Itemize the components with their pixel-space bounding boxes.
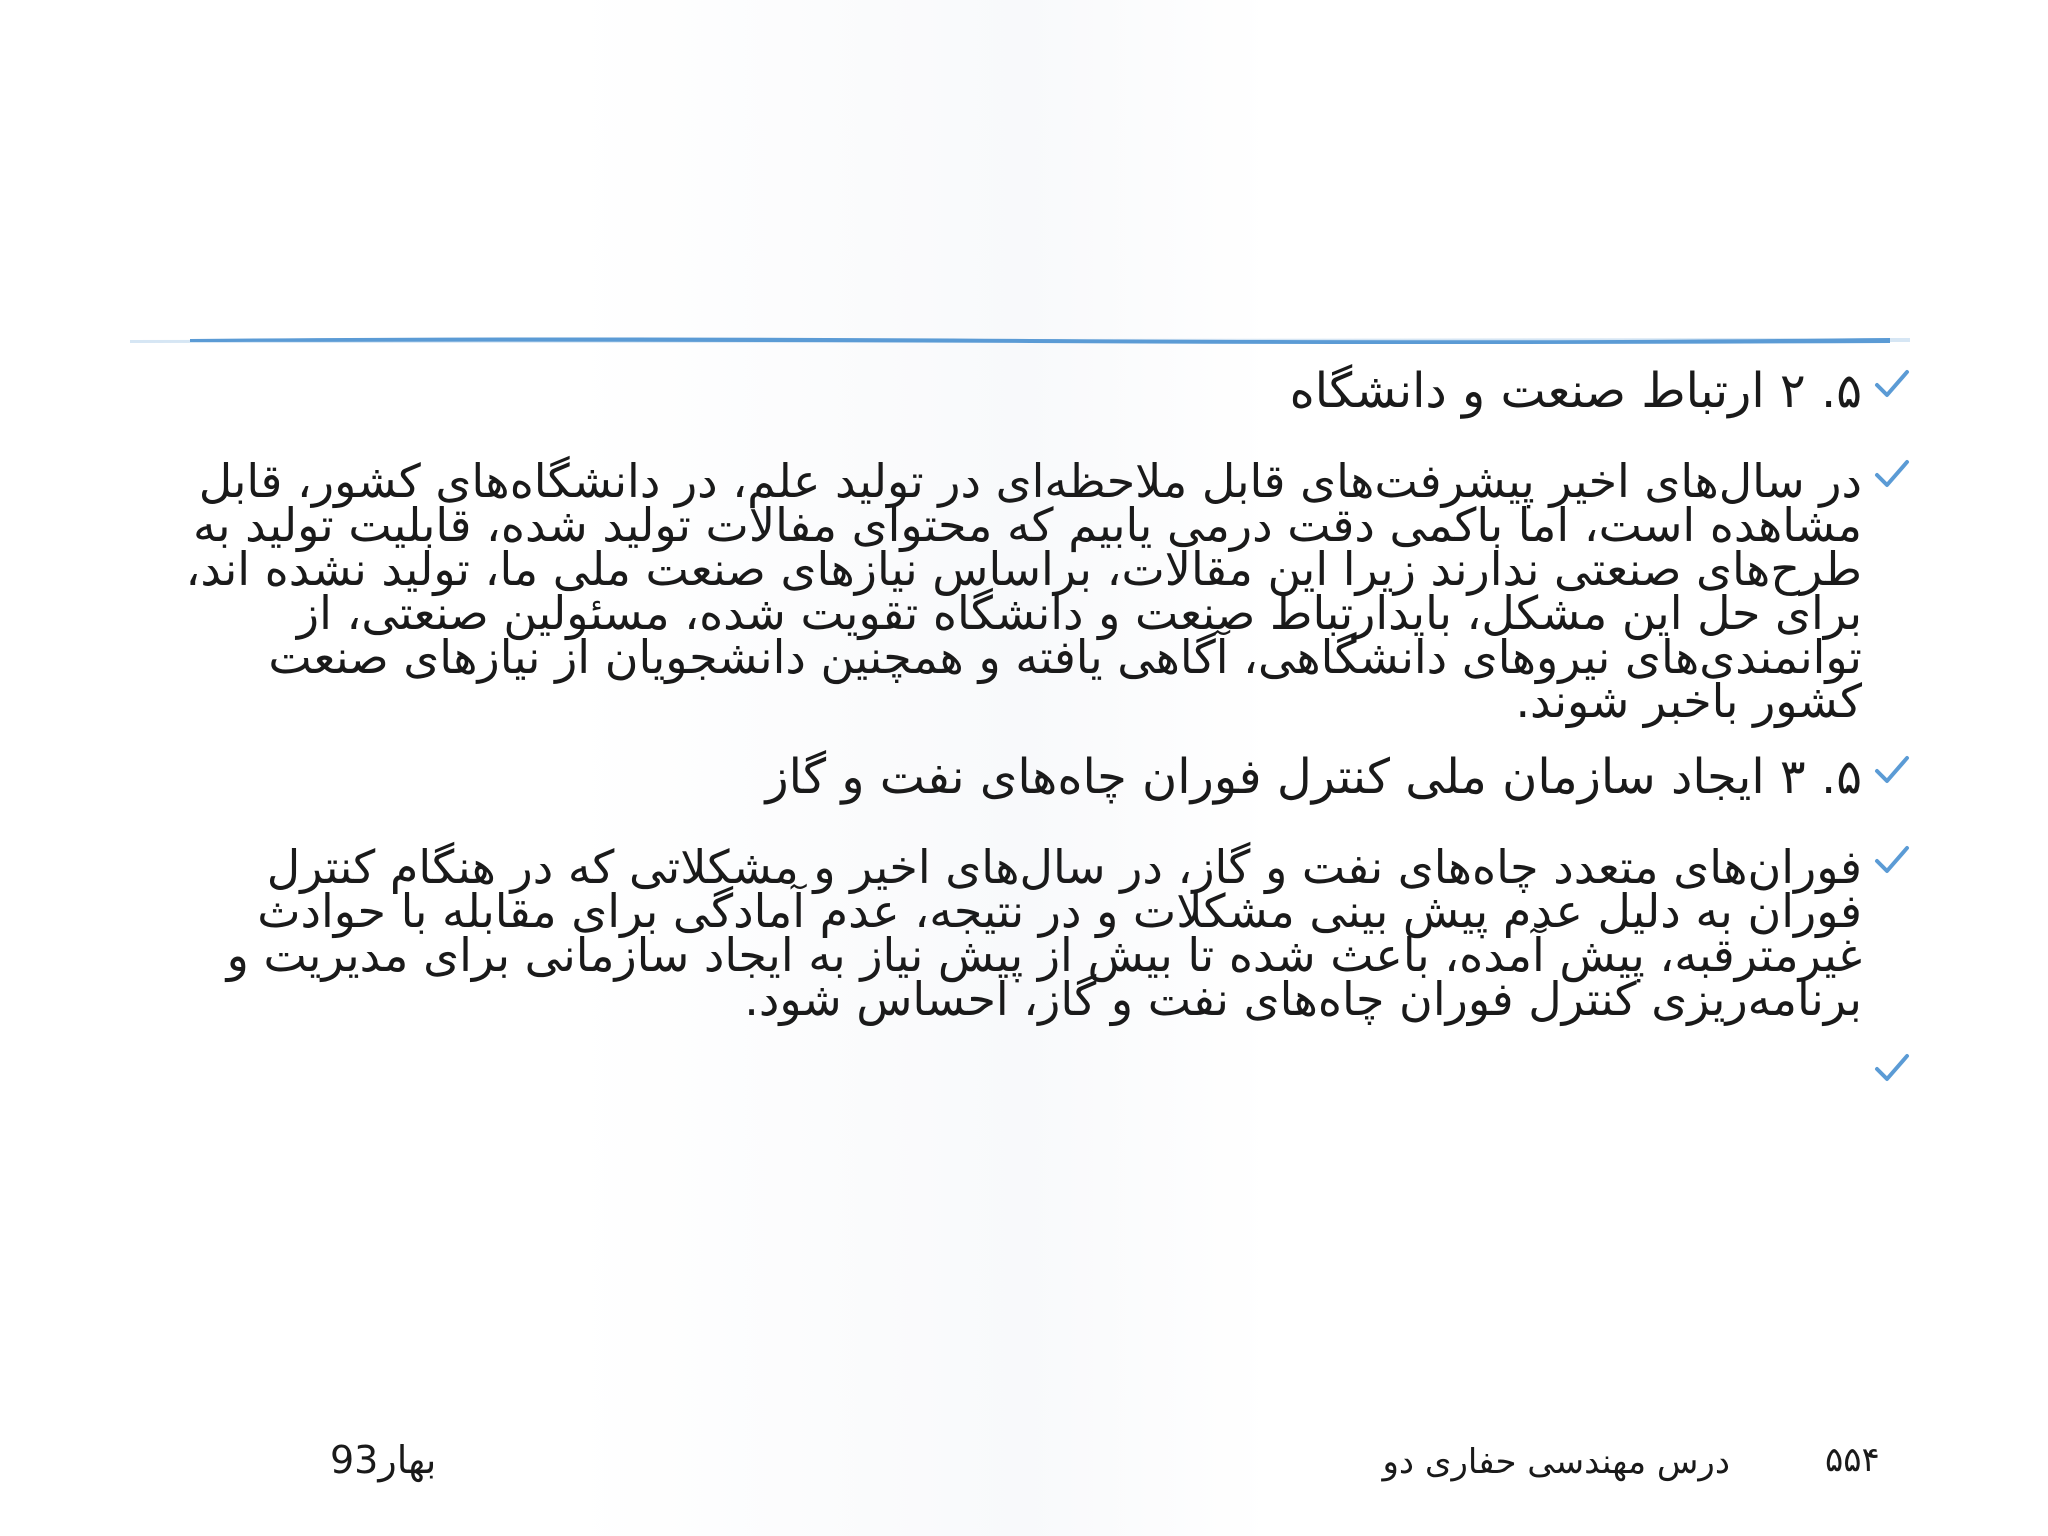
- check-icon: [1874, 755, 1910, 785]
- check-icon: [1874, 369, 1910, 399]
- slide-content: [150, 355, 1910, 1113]
- bullet-paragraph-blowout-control: [150, 831, 1910, 1026]
- section-paragraph: فوران‌های متعدد چاه‌های نفت و گاز، در سال‌های اخیر و مشکلاتی که در هنگام کنترل فوران به دلیل عدم پیش بینی مشکلات و در نتیجه، عدم آمادگی برای مقابله با حوادث غیرمترقبه، پیش آمده، باعث شده تا بیش از پیش نیاز به ایجاد سازمانی برای مدیریت و برنامه‌ریزی کنترل فوران چاه‌های نفت و گاز، احساس شود.: [226, 840, 1862, 1026]
- check-icon: [1874, 459, 1910, 489]
- header-divider: [130, 334, 1910, 346]
- check-icon: [1874, 845, 1910, 875]
- bullet-paragraph-industry-university: [150, 445, 1910, 728]
- footer-page-number: ۵۵۴: [1825, 1440, 1880, 1480]
- section-paragraph: در سال‌های اخیر پیشرفت‌های قابل ملاحظه‌ای در تولید علم، در دانشگاه‌های کشور، قابل مشاهده است، اما باکمی دقت درمی یابیم که محتوای مفالات تولید شده، قابلیت تولید به طرح‌های صنعتی ندارند زیرا این مقالات، براساس نیازهای صنعت ملی ما، تولید نشده اند، برای حل این مشکل، بایدارتباط صنعت و دانشگاه تقویت شده، مسئولین صنعتی، از توانمندی‌های نیروهای دانشگاهی، آگاهی یافته و همچنین دانشجویان از نیازهای صنعت کشور باخبر شوند.: [185, 454, 1862, 728]
- bullet-heading-industry-university: [150, 355, 1910, 427]
- footer-course-title: درس مهندسی حفاری دو: [1382, 1442, 1730, 1482]
- bullet-heading-blowout-control: [150, 741, 1910, 813]
- section-heading: ۵. ۲ ارتباط صنعت و دانشگاه: [1289, 363, 1862, 419]
- bullet-empty: [150, 1039, 1910, 1095]
- check-icon: [1874, 1053, 1910, 1083]
- footer-season: بهار93: [330, 1438, 437, 1482]
- section-heading: ۵. ۳ ایجاد سازمان ملی کنترل فوران چاه‌های نفت و گاز: [765, 749, 1862, 805]
